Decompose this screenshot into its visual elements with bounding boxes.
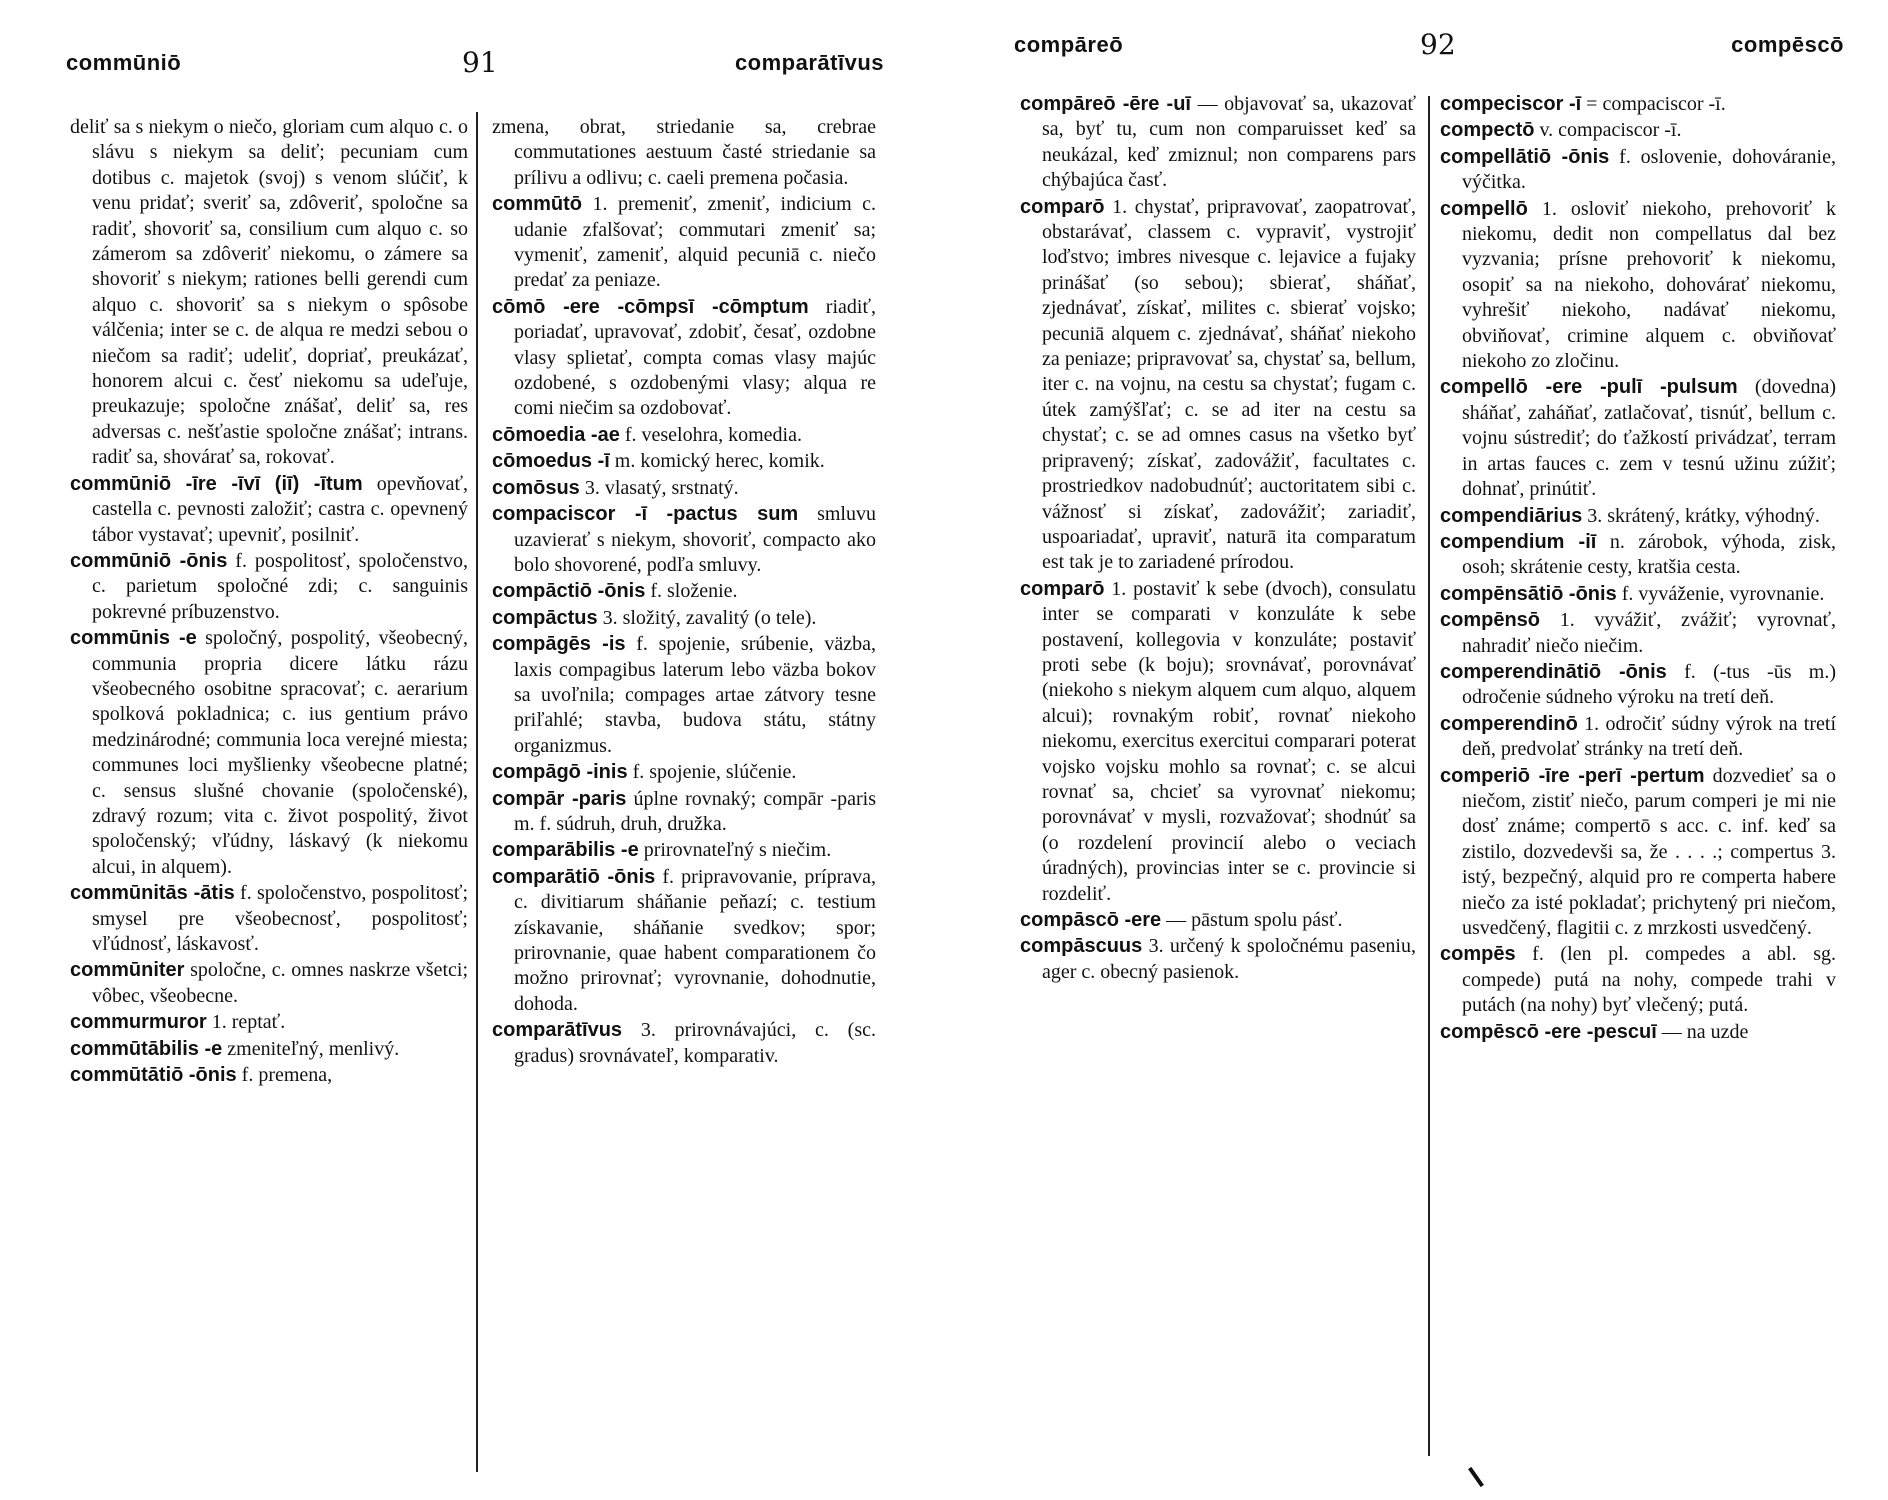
- entry-headword: comparātiō -ōnis: [492, 865, 656, 888]
- entry-definition: 3. určený k spoločnému paseniu, ager c. obecný pasienok.: [1042, 935, 1416, 983]
- entry-definition: zmeniteľný, menlivý.: [227, 1037, 400, 1060]
- dictionary-entry: [492, 295, 876, 422]
- entry-headword: compendium -iī: [1440, 530, 1597, 553]
- dictionary-entry: [1440, 942, 1836, 1018]
- entry-headword: compār -paris: [492, 787, 627, 810]
- dictionary-entry: [1020, 92, 1416, 194]
- dictionary-entry: [70, 1010, 468, 1035]
- entry-headword: compēnsātiō -ōnis: [1440, 582, 1617, 605]
- dictionary-entry: [492, 449, 876, 474]
- entry-definition: f. spojenie, srúbenie, väzba, laxis compagibus laterum lebo väzba bokov sa uvoľnila; compages artae zátvory tesne priľahlé; stavba, budova státu, státny organizmus.: [514, 633, 876, 757]
- entry-definition: úplne rovnaký; compār -paris m. f. súdruh, druh, družka.: [514, 787, 876, 835]
- dictionary-entry: [492, 1018, 876, 1069]
- guide-word-left: commūniō: [66, 50, 182, 75]
- page-number: 91: [462, 46, 498, 79]
- entry-headword: compeciscor -ī: [1440, 93, 1582, 115]
- entry-headword: commūtō: [492, 193, 582, 216]
- dictionary-entry: [1440, 764, 1836, 942]
- entry-headword: commūtābilis -e: [70, 1037, 223, 1060]
- entry-definition: 1. odročiť súdny výrok na tretí deň, predvolať stránky na tretí deň.: [1462, 712, 1836, 761]
- entry-definition: — na uzde: [1661, 1020, 1749, 1043]
- guide-word-right: compēscō: [1731, 32, 1844, 57]
- page-header: [944, 28, 1888, 88]
- dictionary-entry: [1440, 504, 1836, 529]
- entry-headword: compēscō -ere -pescuī: [1440, 1020, 1657, 1043]
- entry-headword: compāgō -inis: [492, 761, 628, 784]
- dictionary-entry: [70, 472, 468, 548]
- entry-headword: compaciscor -ī -pactus sum: [492, 503, 799, 526]
- entry-definition: f. pospolitosť, spoločenstvo, c. parietum spoločné zdi; c. sanguinis pokrevné príbuzenstvo.: [92, 549, 468, 623]
- entry-definition: 3. vlasatý, srstnatý.: [584, 476, 739, 499]
- entry-definition: f. pripravovanie, príprava, c. divitiarum sháňanie peňazí; c. testium získavanie, sháňanie svedkov; spor; prirovnanie, quae habent comparationem čo možno prirovnať; vyrovnanie, dohodnutie, dohoda.: [514, 865, 876, 1015]
- guide-word-right: comparātīvus: [734, 50, 884, 75]
- entry-definition: m. komický herec, komik.: [614, 450, 825, 473]
- dictionary-entry: [70, 1037, 468, 1062]
- dictionary-entry: [1440, 582, 1836, 607]
- entry-definition: zmena, obrat, striedanie sa, crebrae commutationes aestuum časté striedanie sa prílivu a odlivu; c. caeli premena počasia.: [492, 116, 876, 189]
- entry-definition: f. veselohra, komedia.: [624, 423, 802, 446]
- entry-headword: comparābilis -e: [492, 839, 639, 862]
- entry-headword: comperendinō: [1440, 712, 1578, 735]
- entry-definition: f. složenie.: [650, 580, 738, 603]
- dictionary-entry: [492, 865, 876, 1017]
- entry-definition: deliť sa s niekym o niečo, gloriam cum alquo c. o slávu s niekym sa deliť; pecuniam cum dotibus c. majetok (svoj) s venom slúčiť, k venu pridať; sveriť sa, zdôveriť, spoločne sa radiť, shovoriť sa, consilium cum alquo c. so zámerom sa zdôveriť niekomu, o zámere sa shovoriť s niekym; rationes belli gerendi cum alquo c. shovoriť sa s niekym o spôsobe válčenia; inter se c. de alqua re medzi sebou o niečom sa radiť; udeliť, dopriať, preukázať, honorem alcui c. česť niekomu sa udeľuje, preukazuje; spoločne znášať, deliť sa, res adversas c. nešťastie spoločne znášať; intrans. radiť sa, shovárať sa, rokovať.: [70, 116, 468, 469]
- entry-definition: f. (len pl. compedes a abl. sg. compede) putá na nohy, compede trahi v putách (na nohy) byť vlečený; putá.: [1462, 943, 1836, 1017]
- entry-headword: cōmoedia -ae: [492, 423, 620, 446]
- entry-headword: compāctiō -ōnis: [492, 580, 646, 603]
- entry-headword: compāscō -ere: [1020, 909, 1162, 931]
- entry-definition: f. spoločenstvo, pospolitosť; smysel pre všeobecnosť, pospolitosť; vľúdnosť, láskavosť.: [92, 882, 468, 955]
- entry-headword: compectō: [1440, 119, 1535, 142]
- entry-definition: spoločný, pospolitý, všeobecný, communia propria dicere látku rázu všeobecného osobitne spracovať; c. aerarium spolková pokladnica; c. ius gentium právo medzinárodné; communia loca verejné miesta; communes loci myšlienky všeobecne platné; c. sensus slušné chovanie (spoločenské), zdravý rozum; vita c. život pospolitý, život spoločenský; vľúdny, láskavý (k niekomu alcui, in alquem).: [92, 627, 468, 878]
- dictionary-entry: [1440, 530, 1836, 581]
- dictionary-entry: [492, 423, 876, 448]
- dictionary-entry: [1020, 908, 1416, 933]
- dictionary-entry: [1440, 197, 1836, 375]
- dictionary-entry: [492, 476, 876, 501]
- entry-definition: 1. premeniť, zmeniť, indicium c. udanie zfalšovať; commutari zmeniť sa; vymeniť, zameniť, alquid pecuniā c. niečo predať za peniaze.: [514, 193, 876, 292]
- entry-headword: comparō: [1020, 195, 1105, 218]
- entry-definition: 1. postaviť k sebe (dvoch), consulatu inter se comparati v konzuláte k sebe postavení, kollegovia v konzuláte; postaviť proti sebe (k boju); srovnávať, porovnávať (niekoho s niekym alquem cum alquo, alquem alcui); rovnakým robiť, rovnať niekoho niekomu, exercitus exercitui comparari poterat vojsko vojsku mohlo sa rovnať; c. se alcui rovnať sa, chcieť sa vyrovnať niekomu; porovnávať v mysli, rozvažovať; shodnúť sa (o rozdelení provincií alebo o veciach úradných), provincias inter se c. provincie si rozdeliť.: [1042, 577, 1416, 905]
- stray-mark: [1468, 1467, 1484, 1487]
- entry-headword: comperendinātiō -ōnis: [1440, 660, 1667, 683]
- entry-headword: compendiārius: [1440, 504, 1583, 527]
- entry-headword: compellō: [1440, 197, 1528, 220]
- entry-definition: dozvedieť sa o niečom, zistiť niečo, parum comperi je mi nie dosť známe; compertō s acc. c. inf. keď sa zistilo, dozvedevši sa, že . . . .; compertus 3. istý, bezpečný, alquid pro re comperta habere niečo za isté pokladať; prichytený pri niečom, usvedčený, flagitii c. z mrzkosti usvedčený.: [1462, 764, 1836, 939]
- entry-definition: 3. složitý, zavalitý (o tele).: [602, 606, 817, 629]
- entry-definition: spoločne, c. omnes naskrze všetci; vôbec, všeobecne.: [92, 959, 468, 1007]
- entry-headword: commurmuror: [70, 1011, 207, 1034]
- entry-definition: f. vyváženie, vyrovnanie.: [1621, 582, 1825, 605]
- entry-headword: compāgēs -is: [492, 633, 626, 656]
- entry-definition: smluvu uzavierať s niekym, shovoriť, compacto ako bolo shovorené, podľa smluvy.: [514, 503, 876, 576]
- entry-definition: (dovedna) sháňať, zaháňať, zatlačovať, tisnúť, bellum c. vojnu sústrediť; do ťažkostí privádzať, terram in artas fauces c. zem v tesnú užinu zúžiť; dohnať, prinútiť.: [1462, 376, 1836, 501]
- right-page: [944, 0, 1888, 1500]
- dictionary-entry: [492, 192, 876, 294]
- entry-headword: commūniō -īre -īvī (iī) -ītum: [70, 472, 363, 495]
- dictionary-entry: [70, 881, 468, 957]
- entry-definition: 3. prirovnávajúci, c. (sc. gradus) srovnávateľ, komparativ.: [514, 1019, 876, 1067]
- entry-headword: compāctus: [492, 606, 598, 629]
- dictionary-entry: [1020, 195, 1416, 576]
- entry-headword: comparō: [1020, 577, 1105, 600]
- dictionary-entry: [1440, 375, 1836, 502]
- entry-definition: 1. chystať, pripravovať, zaopatrovať, obstarávať, classem c. vypraviť, vystrojiť loďstvo; imbres nivesque c. lejavice a fujaky prinášať (so sebou); sbierať, sháňať, zjednávať, získať, milites c. sbierať vojsko; pecuniā alquem c. zjednávať, sháňať niekoho za peniaze; pripravovať sa, chystať sa, bellum, iter c. na vojnu, na cestu sa chystať; fugam c. útek zamýšľať; c. se ad iter na cestu sa chystať; c. se ad omnes casus na všetko byť pripravený; získať, zadovážiť, facultates c. prostriedkov nadobudnúť; auctoritatem sibi c. vážnosť si získať, zadovážiť; zariadiť, uspoariadať, upraviť, naturā ita comparatum est tak je to zariadené prírodou.: [1042, 195, 1416, 574]
- entry-definition: f. (-tus -ūs m.) odročenie súdneho výroku na tretí deň.: [1462, 660, 1836, 709]
- entry-headword: compāreō -ēre -uī: [1020, 93, 1191, 115]
- entry-definition: v. compaciscor -ī.: [1539, 119, 1682, 142]
- dictionary-entry: [1440, 145, 1836, 196]
- dictionary-entry: [1440, 660, 1836, 711]
- entry-headword: compēnsō: [1440, 609, 1541, 632]
- entry-headword: commūnis -e: [70, 627, 197, 650]
- column-divider: [476, 112, 478, 1472]
- dictionary-entry: [492, 632, 876, 759]
- column-1: [70, 115, 468, 1475]
- entry-headword: comparātīvus: [492, 1019, 623, 1042]
- dictionary-entry: [492, 787, 876, 838]
- entry-definition: 1. vyvážiť, zvážiť; vyrovnať, nahradiť niečo niečim.: [1462, 609, 1836, 657]
- entry-headword: compellō -ere -pulī -pulsum: [1440, 376, 1738, 399]
- guide-word-left: compāreō: [1014, 32, 1124, 57]
- dictionary-entry: [1440, 118, 1836, 143]
- entry-headword: commūnitās -ātis: [70, 882, 235, 905]
- dictionary-entry: [1440, 1020, 1836, 1045]
- entry-definition: riadiť, poriadať, upravovať, zdobiť, česať, ozdobne vlasy splietať, compta comas vlasy majúc ozdobené, s ozdobenými vlasy; alqua re comi niečim sa ozdobovať.: [514, 295, 876, 420]
- dictionary-entry: [70, 958, 468, 1009]
- entry-headword: compāscuus: [1020, 935, 1143, 958]
- entry-headword: compēs: [1440, 943, 1516, 966]
- column-2: [1440, 92, 1836, 1452]
- dictionary-entry: [1020, 577, 1416, 907]
- dictionary-entry: [492, 606, 876, 631]
- dictionary-entry: [70, 549, 468, 625]
- column-1: [1020, 92, 1416, 1452]
- entry-definition: f. oslovenie, dohováranie, výčitka.: [1462, 145, 1836, 194]
- entry-definition: f. premena,: [241, 1064, 333, 1087]
- dictionary-entry: [70, 1063, 468, 1088]
- entry-headword: commūtātiō -ōnis: [70, 1064, 237, 1087]
- entry-definition: 1. reptať.: [211, 1011, 286, 1034]
- dictionary-entry: [70, 626, 468, 880]
- page-header: [0, 28, 944, 88]
- dictionary-entry: [492, 579, 876, 604]
- entry-definition: n. zárobok, výhoda, zisk, osoh; skrátenie cesty, kratšia cesta.: [1462, 530, 1836, 579]
- column-2: [492, 115, 876, 1475]
- entry-definition: = compaciscor -ī.: [1586, 93, 1726, 115]
- entry-headword: commūniō -ōnis: [70, 549, 228, 572]
- dictionary-entry: [492, 760, 876, 785]
- page-number: 92: [1420, 28, 1456, 61]
- dictionary-entry: [492, 115, 876, 191]
- entry-definition: — pāstum spolu pásť.: [1166, 909, 1343, 931]
- entry-headword: cōmoedus -ī: [492, 450, 610, 473]
- entry-headword: comperiō -īre -perī -pertum: [1440, 764, 1705, 787]
- entry-definition: f. spojenie, slúčenie.: [632, 761, 797, 784]
- entry-definition: 1. osloviť niekoho, prehovoriť k niekomu, dedit non compellatus dal bez vyzvania; prísne prehovoriť k niekomu, osopiť sa na niekoho, dohovárať niekomu, vyhrešiť niekoho, nadávať niekomu, obviňovať, crimine alquem c. obviňovať niekoho zo zločinu.: [1462, 197, 1836, 373]
- dictionary-entry: [70, 115, 468, 471]
- entry-definition: 3. skrátený, krátky, výhodný.: [1587, 504, 1820, 527]
- dictionary-entry: [492, 502, 876, 578]
- entry-headword: compellātiō -ōnis: [1440, 145, 1610, 168]
- dictionary-entry: [1020, 934, 1416, 985]
- entry-definition: opevňovať, castella c. pevnosti založiť; castra c. opevnený tábor vystavať; upevniť, posilniť.: [92, 472, 468, 546]
- column-divider: [1428, 96, 1430, 1456]
- entry-headword: cōmō -ere -cōmpsī -cōmptum: [492, 295, 809, 318]
- entry-definition: — objavovať sa, ukazovať sa, byť tu, cum non comparuisset keď sa neukázal, keď zmiznul; non comparens pars chýbajúca časť.: [1042, 93, 1416, 192]
- dictionary-entry: [1440, 92, 1836, 117]
- entry-headword: commūniter: [70, 959, 185, 982]
- dictionary-entry: [1440, 608, 1836, 659]
- dictionary-entry: [492, 838, 876, 863]
- entry-headword: comōsus: [492, 476, 580, 499]
- entry-definition: prirovnateľný s niečim.: [643, 839, 832, 862]
- dictionary-entry: [1440, 712, 1836, 763]
